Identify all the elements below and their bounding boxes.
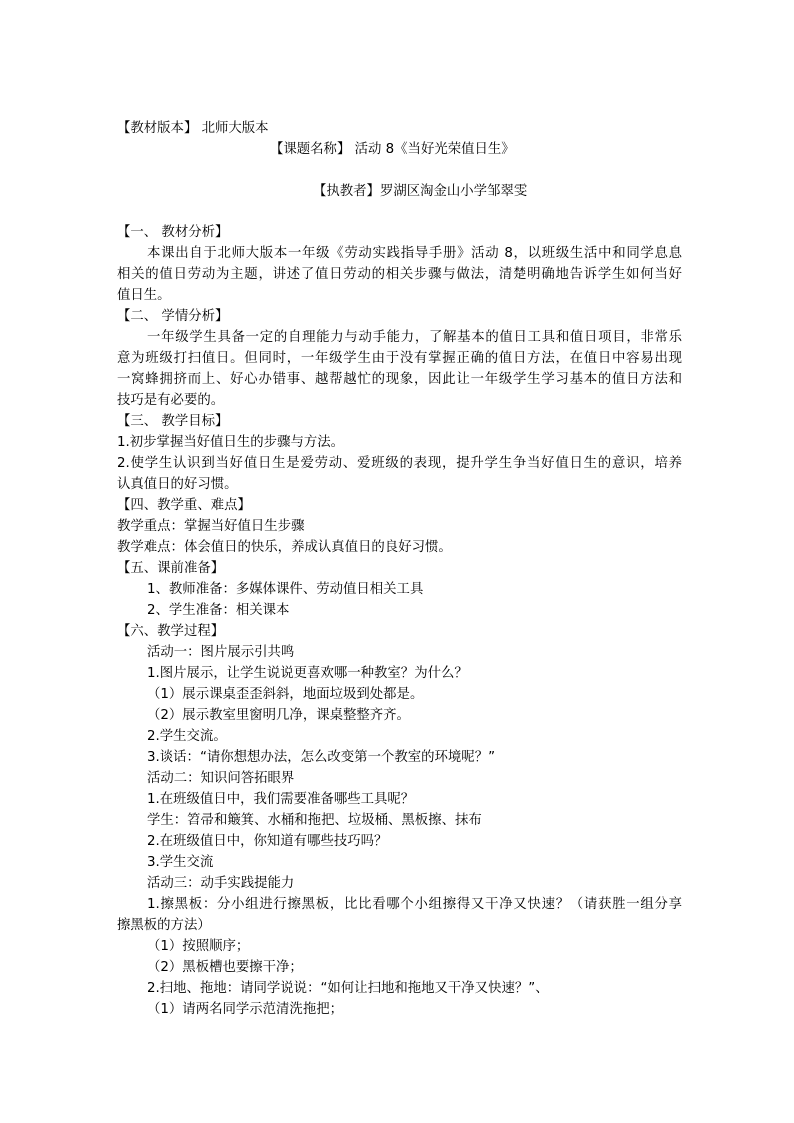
key-point: 教学重点：掌握当好值日生步骤 (117, 519, 305, 534)
activity-heading: 活动三：动手实践提能力 (147, 876, 295, 891)
list-item: 3.谈话：“请你想想办法，怎么改变第一个教室的环境呢？” (147, 750, 496, 765)
sub-list-item: （1）请两名同学示范清洗拖把； (147, 1002, 343, 1017)
list-item: （2）展示教室里窗明几净，课桌整整齐齐。 (147, 708, 410, 723)
paragraph-line: 相关的值日劳动为主题，讲述了值日劳动的相关步骤与做法，清楚明确地告诉学生如何当好 (117, 267, 682, 282)
section-heading-preparation: 【五、课前准备】 (117, 561, 225, 576)
paragraph-line: 一窝蜂拥挤而上、好心办错事、越帮越忙的现象，因此让一年级学生学习基本的值日方法和 (117, 372, 682, 387)
list-item: 学生：笤帚和簸箕、水桶和拖把、垃圾桶、黑板擦、抹布 (147, 813, 482, 828)
list-item-continuation: 擦黑板的方法） (117, 918, 211, 933)
list-item: 2.扫地、拖地：请同学说说：“如何让扫地和拖地又干净又快速？”、 (147, 981, 549, 996)
difficult-point: 教学难点：体会值日的快乐，养成认真值日的良好习惯。 (117, 540, 452, 555)
list-item: 2.使学生认识到当好值日生是爱劳动、爱班级的表现，提升学生争当好值日生的意识，培养 (117, 456, 682, 471)
section-heading-teaching-goals: 【三、 教学目标】 (117, 414, 229, 429)
activity-heading: 活动一：图片展示引共鸣 (147, 645, 295, 660)
list-item: 1、教师准备：多媒体课件、劳动值日相关工具 (147, 582, 424, 597)
section-heading-key-points: 【四、教学重、难点】 (117, 498, 251, 513)
list-item: 1.擦黑板：分小组进行擦黑板，比比看哪个小组擦得又干净又快速？（请获胜一组分享 (147, 897, 682, 912)
paragraph-line: 意为班级打扫值日。但同时，一年级学生由于没有掌握正确的值日方法，在值日中容易出现 (117, 351, 682, 366)
list-item: 2.在班级值日中，你知道有哪些技巧吗？ (147, 834, 388, 849)
lesson-title: 【课题名称】 活动 8《当好光荣值日生》 (270, 142, 515, 157)
paragraph-line: 本课出自于北师大版本一年级《劳动实践指导手册》活动 8，以班级生活中和同学息息 (147, 246, 682, 261)
paragraph-line: 值日生。 (117, 288, 171, 303)
list-item-continuation: 认真值日的好习惯。 (117, 477, 238, 492)
list-item: 1.初步掌握当好值日生的步骤与方法。 (117, 435, 345, 450)
list-item: 3.学生交流 (147, 855, 214, 870)
list-item: 1.图片展示，让学生说说更喜欢哪一种教室？为什么？ (147, 666, 468, 681)
list-item: （1）展示课桌歪歪斜斜，地面垃圾到处都是。 (147, 687, 424, 702)
list-item: 1.在班级值日中，我们需要准备哪些工具呢？ (147, 792, 415, 807)
paragraph-line: 一年级学生具备一定的自理能力与动手能力，了解基本的值日工具和值日项目，非常乐 (147, 330, 682, 345)
section-heading-textbook-analysis: 【一、 教材分析】 (117, 225, 229, 240)
sub-list-item: （1）按照顺序； (147, 939, 250, 954)
paragraph-line: 技巧是有必要的。 (117, 393, 225, 408)
activity-heading: 活动二：知识问答拓眼界 (147, 771, 295, 786)
teacher-name: 【执教者】罗湖区淘金山小学邹翠雯 (313, 184, 528, 199)
textbook-edition: 【教材版本】 北师大版本 (117, 121, 269, 136)
list-item: 2.学生交流。 (147, 729, 227, 744)
sub-list-item: （2）黑板槽也要擦干净； (147, 960, 303, 975)
section-heading-teaching-process: 【六、教学过程】 (117, 624, 225, 639)
list-item: 2、学生准备：相关课本 (147, 603, 290, 618)
section-heading-student-analysis: 【二、 学情分析】 (117, 309, 229, 324)
